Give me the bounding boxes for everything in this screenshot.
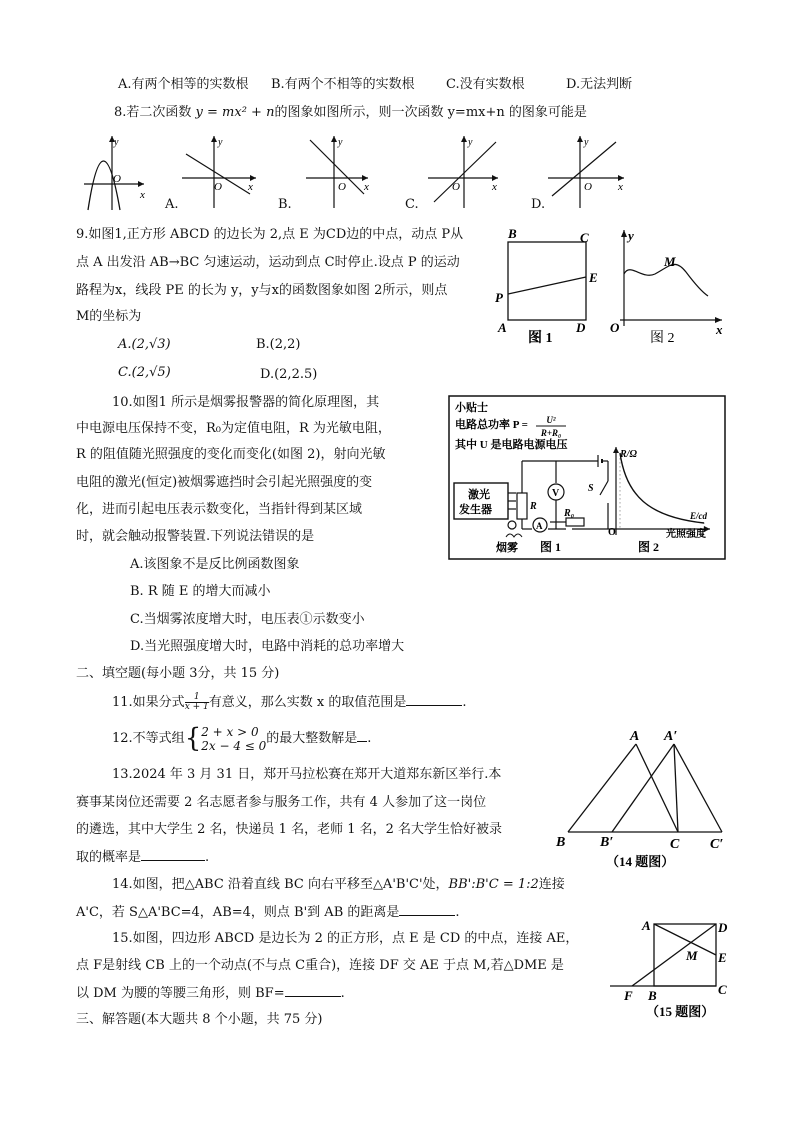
q12: 12.不等式组{ 2 + x > 0 2x − 4 ≤ 0 的最大整数解是 . — [112, 723, 372, 754]
q11: 11.如果分式 $\frac{1}{x + 1}$ 有意义，那么实数 x 的取值范围是 . — [112, 692, 467, 712]
svg-text:O: O — [113, 173, 121, 185]
q10-line-6: 时，就会触动报警装置.下列说法错误的是 — [76, 529, 315, 544]
svg-text:x: x — [140, 189, 145, 201]
q8-option-b: B. — [278, 197, 292, 212]
svg-text:R₀: R₀ — [564, 508, 575, 519]
q10-option-d: D.当光照强度增大时，电路中消耗的总功率增大 — [130, 639, 405, 654]
section-3-heading: 三、解答题(本大题共 8 个小题，共 75 分) — [76, 1012, 323, 1027]
svg-text:（14 题图）: （14 题图） — [606, 854, 675, 869]
svg-text:C: C — [718, 982, 727, 997]
svg-text:D: D — [576, 320, 586, 335]
q13-line-2: 赛事某岗位还需要 2 名志愿者参与服务工作，共有 4 人参加了这一岗位 — [76, 795, 487, 810]
q7-option-c: C.没有实数根 — [446, 77, 525, 92]
q8-stem: 8.若二次函数 y = mx² + n的图象如图所示，则一次函数 y=mx+n 的图象可能是 — [114, 105, 587, 120]
q9-figure-1 — [495, 226, 598, 346]
q10-line-5: 化，进而引起电压表示数变化，当指针得到某区域 — [76, 502, 363, 517]
svg-text:V: V — [552, 488, 560, 499]
q10-line-1: 10.如图1 所示是烟雾报警器的简化原理图，其 — [112, 395, 380, 410]
svg-text:图 2: 图 2 — [638, 540, 660, 554]
svg-text:光照强度: 光照强度 — [666, 529, 706, 540]
svg-text:A′: A′ — [664, 729, 678, 744]
q9-line-1: 9.如图1,正方形 ABCD 的边长为 2,点 E 为CD边的中点，动点 P从 — [76, 227, 464, 242]
q15-figure — [606, 912, 746, 1022]
svg-text:y: y — [114, 137, 119, 148]
svg-text:O: O — [584, 181, 592, 193]
q15-line-2: 点 F是射线 CB 上的一个动点(不与点 C重合)，连接 DF 交 AE 于点 M,若△DME 是 — [76, 958, 564, 973]
q10-line-2: 中电源电压保持不变，R₀为定值电阻，R 为光敏电阻， — [76, 421, 391, 436]
svg-text:S: S — [588, 483, 594, 494]
svg-text:其中 U 是电路电源电压: 其中 U 是电路电源电压 — [455, 439, 568, 451]
svg-text:B: B — [556, 835, 566, 850]
svg-text:B′: B′ — [600, 835, 614, 850]
svg-text:图 1: 图 1 — [528, 331, 553, 346]
q9-option-c: C.(2,√5) — [118, 365, 171, 380]
svg-text:A: A — [630, 729, 640, 744]
q10-option-c: C.当烟雾浓度增大时，电压表①示数变小 — [130, 612, 365, 627]
q10-graph — [608, 447, 710, 535]
q8-figures-cd — [420, 128, 630, 214]
q9-option-d: D.(2,2.5) — [260, 367, 318, 382]
svg-text:电路总功率 P =: 电路总功率 P = — [455, 419, 528, 431]
q8-option-d: D. — [531, 197, 546, 212]
svg-text:x: x — [248, 181, 253, 193]
q9-line-3: 路程为x，线段 PE 的长为 y，y与x的函数图象如图 2所示，则点 — [76, 283, 448, 298]
q11-blank[interactable] — [406, 693, 462, 706]
q15-line-1: 15.如图，四边形 ABCD 是边长为 2 的正方形，点 E 是 CD 的中点，连接 AE， — [112, 931, 579, 946]
svg-text:图 1: 图 1 — [540, 540, 562, 554]
q8-graph-c — [428, 136, 498, 208]
q7-option-b: B.有两个不相等的实数根 — [271, 77, 415, 92]
q12-blank[interactable] — [357, 729, 367, 742]
q10-option-a: A.该图象不是反比例函数图象 — [130, 557, 300, 572]
svg-text:x: x — [364, 181, 369, 193]
q9-figure-2 — [610, 228, 723, 346]
svg-text:D: D — [718, 920, 728, 935]
q9-option-b: B.(2,2) — [256, 337, 301, 352]
svg-text:B: B — [648, 988, 657, 1003]
svg-text:E/cd: E/cd — [690, 511, 707, 521]
q14-figure — [550, 726, 740, 872]
svg-text:M: M — [686, 948, 698, 963]
q10-line-4: 电阻的激光(恒定)被烟雾遮挡时会引起光照强度的变 — [76, 475, 373, 490]
q9-option-a: A.(2,√3) — [118, 337, 171, 352]
svg-text:P: P — [495, 290, 503, 305]
svg-text:图 2: 图 2 — [650, 331, 675, 346]
svg-text:y: y — [584, 137, 589, 148]
q13-line-4: 取的概率是 . — [76, 850, 210, 865]
svg-text:y: y — [628, 228, 634, 243]
section-2-heading: 二、填空题(每小题 3分，共 15 分) — [76, 666, 280, 681]
svg-text:E: E — [718, 950, 727, 965]
svg-text:A: A — [498, 320, 507, 335]
svg-text:E: E — [589, 270, 598, 285]
svg-text:R+R₀: R+R₀ — [540, 428, 562, 438]
q8-graph-d — [548, 136, 624, 208]
svg-text:x: x — [492, 181, 497, 193]
q10-figure — [448, 395, 726, 560]
svg-text:R: R — [530, 501, 537, 512]
svg-text:F: F — [624, 988, 633, 1003]
svg-text:C′: C′ — [710, 837, 724, 852]
svg-text:U²: U² — [546, 415, 556, 425]
q14-blank[interactable] — [399, 903, 455, 916]
svg-text:烟雾: 烟雾 — [496, 542, 518, 554]
svg-text:发生器: 发生器 — [459, 504, 492, 516]
q7-option-a: A.有两个相等的实数根 — [118, 77, 249, 92]
q14-line-1: 14.如图，把△ABC 沿着直线 BC 向右平移至△A'B'C'处，BB':B'C = 1:2连接 — [112, 877, 565, 892]
q9-line-2: 点 A 出发沿 AB→BC 匀速运动，运动到点 C时停止.设点 P 的运动 — [76, 255, 460, 270]
svg-text:y: y — [338, 137, 343, 148]
q9-line-4: M的坐标为 — [76, 309, 142, 324]
svg-text:O: O — [338, 181, 346, 193]
svg-text:x: x — [716, 322, 723, 337]
svg-text:（15 题图）: （15 题图） — [646, 1004, 715, 1019]
q13-line-1: 13.2024 年 3 月 31 日，郑开马拉松赛在郑开大道郑东新区举行.本 — [112, 767, 502, 782]
q8-figures — [76, 128, 386, 214]
q8-graph-b — [306, 136, 369, 208]
svg-text:B: B — [508, 226, 517, 241]
svg-text:小贴士: 小贴士 — [455, 402, 488, 414]
svg-text:x: x — [618, 181, 623, 193]
q8-parabola-graph — [84, 136, 145, 210]
q7-option-d: D.无法判断 — [566, 77, 633, 92]
svg-text:O: O — [608, 527, 616, 538]
q10-option-b: B. R 随 E 的增大而减小 — [130, 584, 271, 599]
svg-text:R/Ω: R/Ω — [620, 449, 637, 460]
q9-figures — [490, 222, 730, 350]
q8-graph-a — [182, 136, 256, 208]
q10-line-3: R 的阻值随光照强度的变化而变化(如图 2)，射向光敏 — [76, 447, 386, 462]
svg-text:O: O — [452, 181, 460, 193]
q15-blank[interactable] — [285, 984, 341, 997]
q8-option-c: C. — [405, 197, 419, 212]
svg-text:A: A — [642, 918, 651, 933]
svg-text:C: C — [580, 230, 589, 245]
svg-text:M: M — [664, 254, 676, 269]
svg-text:y: y — [218, 137, 223, 148]
svg-text:激光: 激光 — [468, 489, 490, 501]
svg-text:y: y — [468, 137, 473, 148]
q8-option-a: A. — [165, 197, 179, 212]
svg-text:O: O — [610, 320, 620, 335]
q13-blank[interactable] — [141, 848, 205, 861]
svg-text:C: C — [670, 837, 680, 852]
svg-text:O: O — [214, 181, 222, 193]
q15-line-3: 以 DM 为腰的等腰三角形，则 BF= . — [76, 986, 345, 1001]
q14-line-2: A'C，若 S△A'BC=4，AB=4，则点 B'到 AB 的距离是 . — [76, 905, 460, 920]
svg-text:A: A — [536, 521, 543, 531]
q13-line-3: 的遴选，其中大学生 2 名，快递员 1 名，老师 1 名，2 名大学生恰好被录 — [76, 822, 503, 837]
